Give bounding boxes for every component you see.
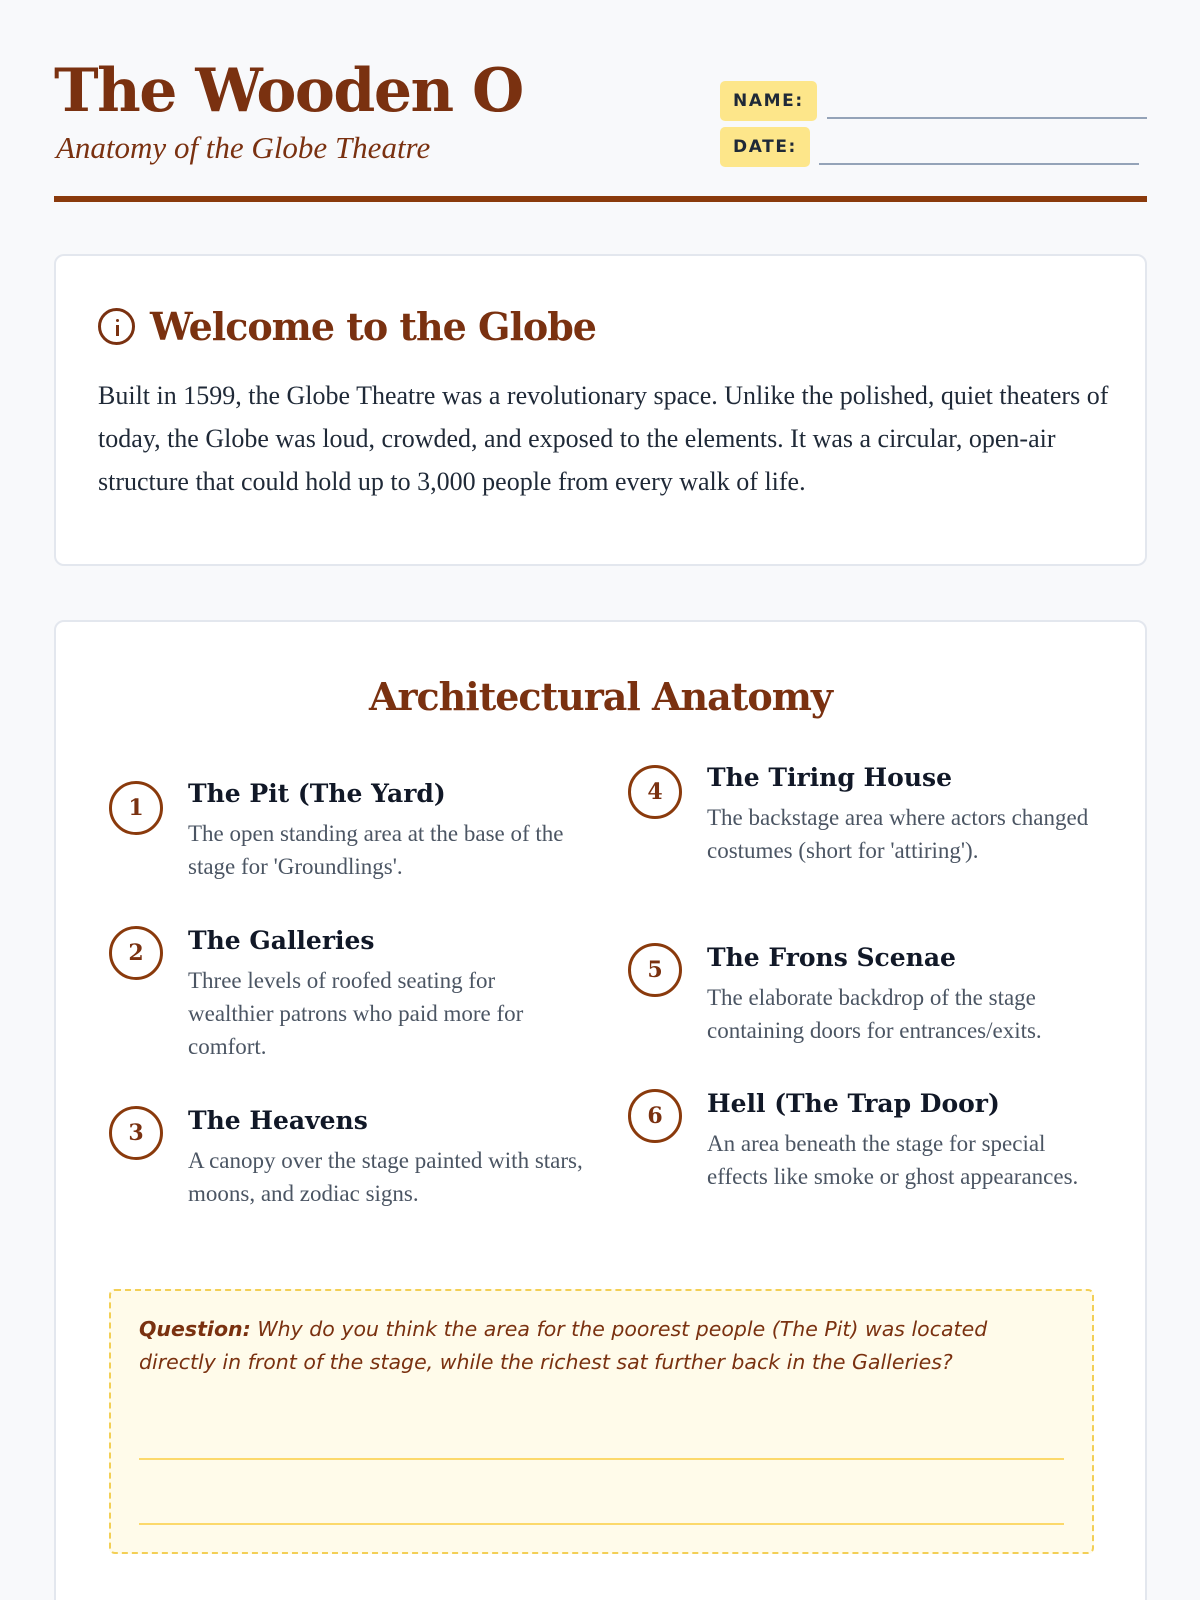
question-prompt: Why do you think the area for the poorest people (The Pit) was located directly in front of the stage, while the richest sat further back in the Galleries? <box>139 1317 988 1374</box>
date-input-line[interactable] <box>819 163 1139 165</box>
name-field[interactable] <box>720 81 1147 121</box>
anatomy-title: Architectural Anatomy <box>369 674 832 719</box>
question-box <box>109 1289 1094 1554</box>
item-number-badge: 5 <box>628 943 682 997</box>
name-input-line[interactable] <box>827 117 1147 119</box>
intro-heading <box>98 300 596 352</box>
name-label: NAME: <box>720 81 817 121</box>
intro-card <box>54 254 1147 566</box>
item-number-badge: 6 <box>628 1089 682 1143</box>
item-description: The open standing area at the base of the stage for 'Groundlings'. <box>188 821 564 879</box>
question-label: Question: <box>139 1317 251 1341</box>
page-subtitle: Anatomy of the Globe Theatre <box>56 130 431 165</box>
answer-line[interactable] <box>139 1458 1064 1460</box>
item-number-badge: 3 <box>109 1106 163 1160</box>
item-description: The elaborate backdrop of the stage containing doors for entrances/exits. <box>707 985 1042 1043</box>
item-title: The Pit (The Yard) <box>188 779 446 808</box>
answer-line[interactable] <box>139 1523 1064 1525</box>
page-title: The Wooden O <box>54 56 523 126</box>
intro-body: Built in 1599, the Globe Theatre was a revolutionary space. Unlike the polished, quiet theaters of today, the Globe was loud, crowded, and exposed to the elements. It was a circular, open-air structure that could hold up to 3,000 people from every walk of life. <box>98 381 1109 496</box>
question-text <box>139 1313 1059 1379</box>
item-title: The Heavens <box>188 1106 368 1135</box>
worksheet-header <box>54 52 1147 202</box>
item-description: Three levels of roofed seating for wealthier patrons who paid more for comfort. <box>188 968 524 1059</box>
info-icon <box>98 308 135 345</box>
item-title: Hell (The Trap Door) <box>707 1089 1000 1118</box>
item-description: The backstage area where actors changed costumes (short for 'attiring'). <box>707 805 1089 863</box>
item-description: An area beneath the stage for special effects like smoke or ghost appearances. <box>707 1131 1079 1189</box>
item-description: A canopy over the stage painted with stars, moons, and zodiac signs. <box>188 1148 583 1206</box>
item-number-badge: 2 <box>109 926 163 980</box>
item-number-badge: 4 <box>628 765 682 819</box>
date-label: DATE: <box>720 127 810 167</box>
intro-title: Welcome to the Globe <box>150 303 596 349</box>
item-title: The Frons Scenae <box>707 943 956 972</box>
anatomy-card <box>54 620 1147 1600</box>
item-title: The Galleries <box>188 926 375 955</box>
date-field[interactable] <box>720 127 1147 167</box>
item-title: The Tiring House <box>707 763 952 792</box>
item-number-badge: 1 <box>109 781 163 835</box>
